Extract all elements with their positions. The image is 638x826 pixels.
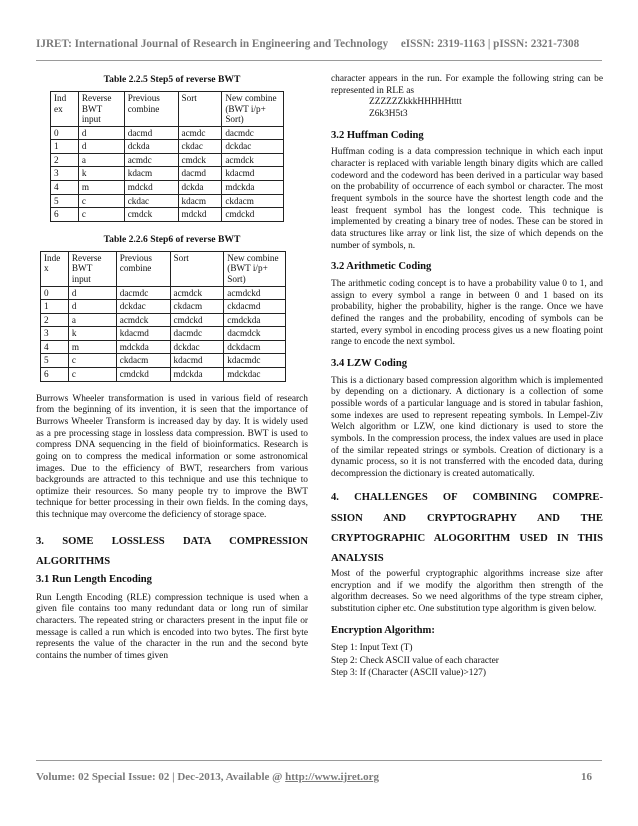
table-cell: a — [68, 313, 116, 327]
table-cell: kdacmdc — [224, 354, 286, 368]
table-cell: kdacmd — [116, 327, 170, 341]
table6 — [40, 251, 286, 382]
table-cell: dacmdc — [116, 286, 170, 300]
table-cell: d — [68, 286, 116, 300]
table-cell: acmdck — [222, 153, 284, 167]
issn-info: eISSN: 2319-1163 | pISSN: 2321-7308 — [400, 38, 580, 50]
right-column — [331, 74, 603, 679]
table-cell: 3 — [41, 327, 69, 341]
table-cell: 0 — [41, 286, 69, 300]
table-cell: mdckdac — [224, 367, 286, 381]
table-cell: k — [68, 327, 116, 341]
table-header-row — [51, 92, 284, 127]
rle-continued: character appears in the run. For example the following string can be represented in RLE as — [331, 74, 603, 96]
table-cell: cmdckda — [224, 313, 286, 327]
table-cell: cmdckd — [222, 208, 284, 222]
table-cell: dckdac — [170, 340, 224, 354]
lzw-heading: 3.4 LZW Coding — [331, 357, 408, 369]
table-cell: 1 — [41, 300, 69, 314]
table-cell: 2 — [51, 153, 79, 167]
arithmetic-heading: 3.2 Arithmetic Coding — [331, 261, 432, 273]
table-cell: dckdac — [116, 300, 170, 314]
table-cell: d — [68, 300, 116, 314]
table-cell: kdacm — [178, 194, 222, 208]
table-cell: cmdckd — [116, 367, 170, 381]
table-cell: dckdac — [222, 140, 284, 154]
step-3: Step 3: If (Character (ASCII value)>127) — [331, 667, 486, 678]
table-cell: 3 — [51, 167, 79, 181]
section4-heading-line2: SSION AND CRYPTOGRAPHY AND THE — [331, 512, 603, 524]
bwt-paragraph: Burrows Wheeler transformation is used in various field of research from the beginning of its invention, it is seen that the importance of Burrows Wheeler Transform is increased day by day. It is widely used as a pre processing stage in lossless data compression. BWT is used to compress DNA sequencing in the field of bioinformatics. Research is going on to compress the medical information or some astronomical images. Due to the efficiency of BWT, researchers from various backgrounds are attracted to this technique and use this technique to optimize their resources. So many people try to improve the BWT technique for better processing in their own fields. In the coming days, this technique may overcome the deficiency of storage space. — [36, 393, 308, 521]
table-header-cell: Reverse BWT input — [68, 251, 116, 286]
table-cell: acmdckd — [224, 286, 286, 300]
lzw-paragraph: This is a dictionary based compression algorithm which is implemented by depending on a dictionary. A dictionary is a collection of some possible words of a particular language and is stored in tabular fashion, some indexes are used to represent repeating symbols. In Lempel-Ziv Welch algorithm or LZW, one kind dictionary is used to store the symbols. In the compression process, the index values are used in place of the similar repeated strings or symbols. Creation of dictionary is a dynamic process, so it is not transferred with the encoded data, during decompression the dictionary is created automatically. — [331, 375, 603, 479]
table-cell: dckda — [178, 181, 222, 195]
table-cell: ckdacm — [116, 354, 170, 368]
table-cell: kdacm — [124, 167, 178, 181]
table-cell: m — [78, 181, 124, 195]
table-cell: 0 — [51, 126, 79, 140]
table-cell: d — [78, 140, 124, 154]
table-cell: mdckd — [178, 208, 222, 222]
table-header-cell: Reverse BWT input — [78, 92, 124, 127]
table-cell: kdacmd — [222, 167, 284, 181]
step-1: Step 1: Input Text (T) — [331, 643, 413, 654]
footer-text: Volume: 02 Special Issue: 02 | Dec-2013, Available @ — [36, 771, 286, 783]
table-cell: 6 — [41, 367, 69, 381]
table-header-cell: Inde x — [41, 251, 69, 286]
table-header-cell: Previous combine — [116, 251, 170, 286]
table-cell: ckdac — [124, 194, 178, 208]
table-row — [41, 354, 286, 368]
table-cell: c — [78, 208, 124, 222]
table-cell: acmdc — [178, 126, 222, 140]
table-cell: mdckda — [116, 340, 170, 354]
rle-encoded: Z6k3H5t3 — [369, 108, 408, 119]
huffman-heading: 3.2 Huffman Coding — [331, 129, 424, 141]
table-cell: cmdckd — [170, 313, 224, 327]
table-row — [51, 140, 284, 154]
table-cell: 5 — [41, 354, 69, 368]
table-cell: cmdck — [124, 208, 178, 222]
table-cell: dacmdc — [222, 126, 284, 140]
table-cell: d — [78, 126, 124, 140]
table-row — [51, 126, 284, 140]
table-cell: acmdck — [116, 313, 170, 327]
table-header-cell: Sort — [170, 251, 224, 286]
table-cell: mdckda — [170, 367, 224, 381]
table-cell: 5 — [51, 194, 79, 208]
journal-title: IJRET: International Journal of Research in Engineering and Technology — [36, 38, 389, 50]
rle-heading: 3.1 Run Length Encoding — [36, 574, 152, 586]
left-column — [36, 74, 308, 663]
table-cell: 4 — [41, 340, 69, 354]
table-cell: kdacmd — [170, 354, 224, 368]
table-row — [41, 313, 286, 327]
table-row — [41, 327, 286, 341]
table-row — [51, 208, 284, 222]
table-cell: m — [68, 340, 116, 354]
section4-heading-line3: CRYPTOGRAPHIC ALOGORITHM USED IN THIS — [331, 532, 603, 544]
table-cell: c — [68, 367, 116, 381]
table-cell: dacmd — [178, 167, 222, 181]
table-cell: dckda — [124, 140, 178, 154]
table-row — [51, 194, 284, 208]
table-row — [41, 367, 286, 381]
table-cell: a — [78, 153, 124, 167]
table-cell: acmdc — [124, 153, 178, 167]
table-cell: c — [78, 194, 124, 208]
section4-paragraph: Most of the powerful cryptographic algorithms increase size after encryption and if we modify the algorithm then strength of the algorithm decreases. So we need algorithms of the type stream cipher, substitution cipher etc. One substitution type algorithm is given below. — [331, 568, 603, 614]
table-cell: dckdacm — [224, 340, 286, 354]
arithmetic-paragraph: The arithmetic coding concept is to have a probability value 0 to 1, and assign to every symbol a range in between 0 and 1 based on its probability, higher the probability, higher is the range. Once we have defined the ranges and the probability, encoding of symbols can be started, every symbol in encoding process gives us a new floating point range to encode the next symbol. — [331, 278, 603, 348]
table-cell: mdckda — [222, 181, 284, 195]
journal-header — [36, 38, 602, 50]
footer-rule — [36, 760, 602, 761]
huffman-paragraph: Huffman coding is a data compression technique in which each input character is replaced with variable length binary digits which are called codeword and the codeword has been derived in a particular way based on the probability of occurrence of each symbol or character. The most frequent symbols in the source have the shortest length code and the least frequent symbol has the longest code. This technique is implemented by creating a binary tree of nodes. These can be stored in data structures like array or link list, the size of which depends on the number of symbols, n. — [331, 147, 603, 251]
table-header-cell: Previous combine — [124, 92, 178, 127]
table-row — [41, 286, 286, 300]
rle-paragraph: Run Length Encoding (RLE) compression technique is used when a given file contains too many redundant data or long run of similar characters. The repeated string or characters present in the input file or message is called a run which is encoded into two bytes. The first byte represents the value of the character in the run and the second byte contains the number of times given — [36, 592, 308, 662]
section4-heading-line1: 4. CHALLENGES OF COMBINING COMPRE- — [331, 492, 603, 504]
section3-heading-line2: ALGORITHMS — [36, 555, 111, 567]
table-header-cell: New combine (BWT i/p+ Sort) — [224, 251, 286, 286]
table-cell: ckdacm — [222, 194, 284, 208]
table6-caption: Table 2.2.6 Step6 of reverse BWT — [103, 233, 241, 245]
section3-heading-line1: 3. SOME LOSSLESS DATA COMPRESSION — [36, 535, 308, 547]
table-cell: ckdacm — [170, 300, 224, 314]
table-header-cell: Sort — [178, 92, 222, 127]
table-row — [51, 153, 284, 167]
table-row — [41, 300, 286, 314]
table-cell: acmdck — [170, 286, 224, 300]
header-rule — [36, 60, 602, 61]
rle-example: ZZZZZZkkkHHHHHtttt — [369, 97, 462, 108]
table-cell: 6 — [51, 208, 79, 222]
page-number: 16 — [581, 771, 592, 783]
table-cell: ckdacmd — [224, 300, 286, 314]
table-cell: c — [68, 354, 116, 368]
table-header-cell: New combine (BWT i/p+ Sort) — [222, 92, 284, 127]
table-row — [51, 181, 284, 195]
journal-link[interactable]: http://www.ijret.org — [285, 771, 380, 783]
table-cell: dacmdc — [170, 327, 224, 341]
section4-heading-line4: ANALYSIS — [331, 552, 384, 564]
table-cell: 2 — [41, 313, 69, 327]
step-2: Step 2: Check ASCII value of each character — [331, 655, 499, 666]
table-cell: k — [78, 167, 124, 181]
table-header-row — [41, 251, 286, 286]
table-cell: mdckd — [124, 181, 178, 195]
table5-caption: Table 2.2.5 Step5 of reverse BWT — [103, 74, 241, 85]
table-row — [41, 340, 286, 354]
table-cell: dacmd — [124, 126, 178, 140]
table-cell: dacmdck — [224, 327, 286, 341]
table-cell: ckdac — [178, 140, 222, 154]
table-cell: 4 — [51, 181, 79, 195]
table5 — [50, 91, 284, 222]
table-cell: 1 — [51, 140, 79, 154]
table-cell: cmdck — [178, 153, 222, 167]
encryption-heading: Encryption Algorithm: — [331, 624, 435, 636]
table-header-cell: Ind ex — [51, 92, 79, 127]
table-row — [51, 167, 284, 181]
page-footer — [36, 771, 602, 783]
section4-heading — [331, 488, 603, 569]
